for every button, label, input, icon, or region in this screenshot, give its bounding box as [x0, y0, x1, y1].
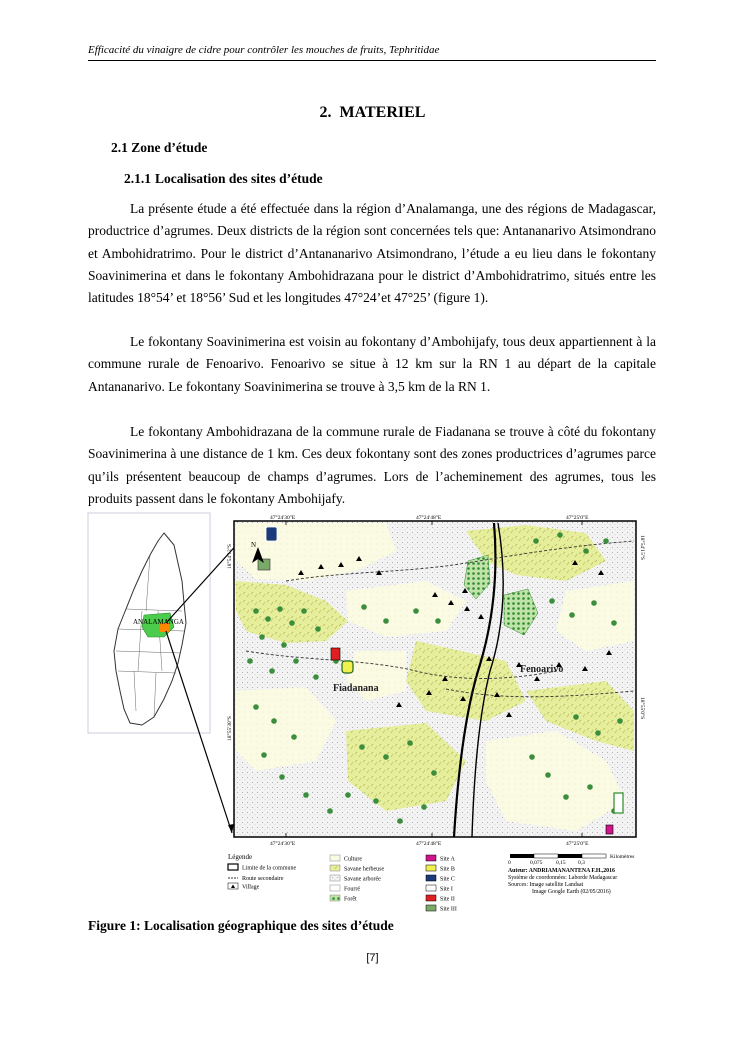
main-map [226, 514, 646, 847]
site-b-marker [342, 661, 353, 673]
svg-text:Légende: Légende [228, 853, 253, 861]
svg-text:Forêt: Forêt [344, 896, 357, 903]
site-c-marker [266, 527, 277, 541]
section-heading [0, 104, 745, 122]
subsubsection-number: 2.1.1 [124, 171, 151, 186]
paragraph [88, 198, 656, 309]
running-header: Efficacité du vinaigre de cidre pour contrôler les mouches de fruits, Tephritidae [88, 44, 656, 61]
svg-text:Site II: Site II [440, 896, 455, 903]
svg-text:Sources: Image satellite Lands: Sources: Image satellite Landsat [508, 882, 584, 888]
scale-bar [508, 854, 634, 866]
page-number: [7] [366, 952, 379, 964]
tick-bottom: 47°25'0"E [566, 841, 589, 847]
svg-text:Système de coordonnées: Labord: Système de coordonnées: Laborde Madagascar [508, 875, 618, 881]
place-label-fiadanana: Fiadanana [333, 683, 379, 694]
subsubsection-title: Localisation des sites d’étude [155, 171, 323, 186]
paragraph-text: La présente étude a été effectuée dans la région d’Analamanga, une des régions de Madagascar, productrice d’agrumes. Deux districts de la région sont concernées tels que: Antananarivo Atsimondrano et Ambohidratrimo. Pour le district d’Antananarivo Atsimondrano, l’étude a eu lieu dans le fokontany Soavinimerina et dans le fokontany Ambohidrazana pour le district d’Ambohidratrimo, situés entre les latitudes 18°54’ et 18°56’ Sud et les longitudes 47°24’et 47°25’ (figure 1). [88, 201, 656, 306]
map-credits [508, 868, 617, 895]
svg-text:0,3: 0,3 [578, 860, 585, 866]
paragraph [88, 421, 656, 510]
svg-text:0,075: 0,075 [530, 860, 543, 866]
tick-bottom: 47°24'30"E [270, 841, 296, 847]
svg-text:Kilomètres: Kilomètres [610, 854, 635, 860]
tick-left: 18°55'30"S [227, 716, 233, 741]
site-a-marker [606, 825, 613, 834]
tick-top: 47°25'0"E [566, 515, 589, 521]
map-legend [228, 853, 457, 913]
figure-map [86, 511, 661, 919]
tick-right: 18°55'0"S [639, 697, 645, 720]
svg-text:0: 0 [508, 860, 511, 866]
svg-text:Site A: Site A [440, 856, 455, 863]
inset-region-label: ANALAMANGA [133, 618, 184, 626]
svg-text:N: N [251, 541, 257, 549]
svg-text:Village: Village [242, 884, 260, 891]
tick-top: 47°24'30"E [270, 515, 296, 521]
svg-text:Fourré: Fourré [344, 886, 360, 893]
svg-text:Route secondaire: Route secondaire [242, 876, 284, 882]
svg-text:Auteur: ANDRIAMANANTENA F.H.,2: Auteur: ANDRIAMANANTENA F.H.,2016 [508, 868, 615, 874]
paragraph-text: Le fokontany Ambohidrazana de la commune rurale de Fiadanana se trouve à côté du fokontany Soavinimerina à une distance de 1 km. Ces deux fokontany sont des zones productrices d’agrumes parce qu’ils présentent beaucoup de champs d’agrumes. Lors de l’acheminement des agrumes, tous les produits passent dans le fokontany Ambohijafy. [88, 424, 656, 506]
svg-text:Site B: Site B [440, 866, 455, 873]
inset-map [88, 513, 210, 733]
place-label-fenoarivo: Fenoarivo [520, 664, 564, 675]
section-number: 2. [319, 104, 332, 121]
svg-text:Site III: Site III [440, 906, 457, 913]
svg-text:Site I: Site I [440, 886, 453, 893]
svg-text:Culture: Culture [344, 856, 362, 863]
svg-text:Image Google Earth (02/05/2016: Image Google Earth (02/05/2016) [532, 889, 611, 895]
subsubsection-heading [124, 171, 323, 187]
section-title: MATERIEL [339, 104, 426, 121]
paragraph-text: Le fokontany Soavinimerina est voisin au fokontany d’Ambohijafy, tous deux appartiennent à la commune rurale de Fenoarivo. Fenoarivo se situe à 12 km sur la RN 1 au départ de la capitale Antananarivo. Le fokontany Soavinimerina se trouve à 3,5 km de la RN 1. [88, 334, 656, 394]
svg-text:0,15: 0,15 [556, 860, 566, 866]
svg-text:Site C: Site C [440, 876, 455, 883]
svg-text:Limite de la commune: Limite de la commune [242, 865, 297, 872]
tick-bottom: 47°24'48"E [416, 841, 442, 847]
tick-right: 18°54'15"S [639, 535, 645, 560]
svg-text:Savane herbeuse: Savane herbeuse [344, 866, 385, 873]
figure-caption: Figure 1: Localisation géographique des sites d’étude [88, 918, 394, 933]
subsection-heading: 2.1 Zone d’étude [111, 140, 208, 155]
tick-top: 47°24'48"E [416, 515, 442, 521]
site-i-marker [614, 793, 623, 813]
svg-text:Savane arborée: Savane arborée [344, 876, 381, 883]
site-ii-marker [331, 648, 340, 660]
tick-left: 18°54'12"S [227, 544, 233, 569]
paragraph [88, 331, 656, 398]
site-iii-marker [258, 559, 270, 570]
